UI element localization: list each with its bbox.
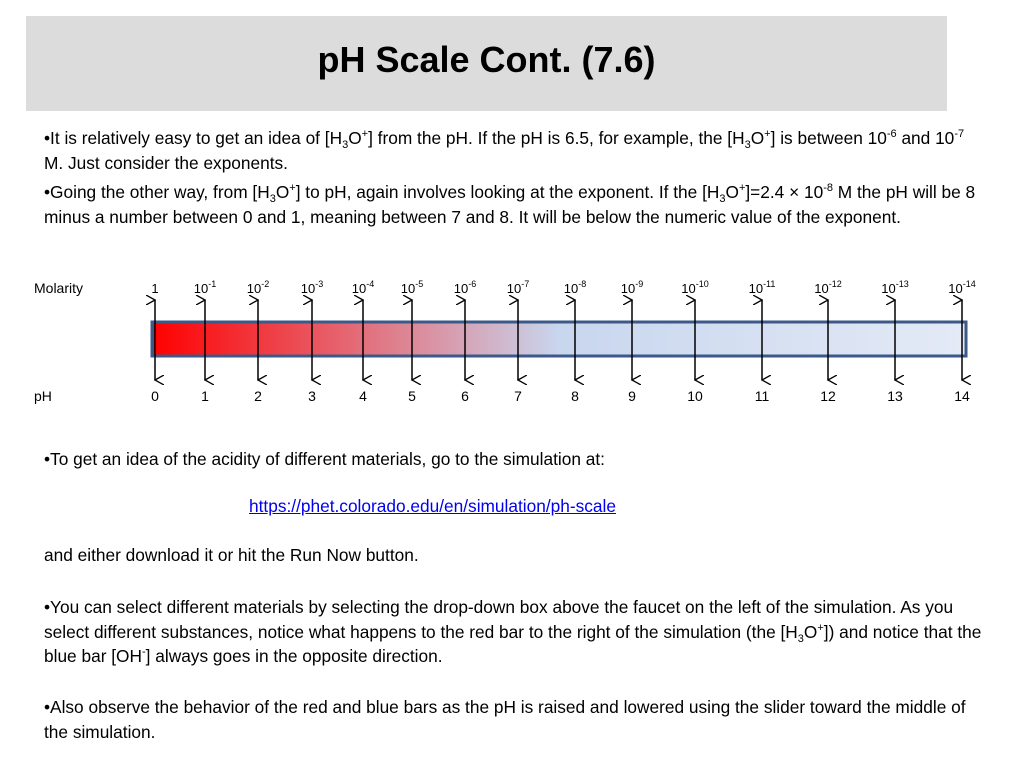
molarity-tick-label: $10^{-13}$ (881, 279, 909, 296)
ph-tick-label: 13 (887, 388, 903, 404)
ph-tick-label: 14 (954, 388, 970, 404)
molarity-tick-label: $10^{-12}$ (814, 279, 842, 296)
paragraph-1: •It is relatively easy to get an idea of $[H_3O^+]$ from the pH. If the pH is 6.5, for example, the $[H_3O^+]$ is between $10^{-6}$ and $10^{-7}$ M. Just consider the exponents. (44, 128, 965, 173)
ph-tick-label: 7 (514, 388, 522, 404)
paragraph-6: •Also observe the behavior of the red and blue bars as the pH is raised and lowered using the slider toward the middle of the simulation. (44, 697, 966, 742)
molarity-tick-label: $10^{-2}$ (246, 279, 270, 296)
paragraph-3: •To get an idea of the acidity of different materials, go to the simulation at: (44, 449, 605, 469)
ph-tick-label: 4 (359, 388, 367, 404)
molarity-label: Molarity (34, 280, 84, 296)
ph-scale-bar (0, 270, 1024, 410)
ph-tick-label: 5 (408, 388, 416, 404)
molarity-tick-label: $10^{-5}$ (400, 279, 424, 296)
molarity-tick-label: $10^{-1}$ (193, 279, 217, 296)
molarity-tick-label: $10^{-9}$ (620, 279, 644, 296)
ph-tick-label: 2 (254, 388, 262, 404)
paragraph-2: •Going the other way, from $[H_3O^+]$ to pH, again involves looking at the exponent. If the $[H_3O^+]=2.4 \times 10^{-8}$ M the pH will be 8 minus a number between 0 and 1, meaning between 7 and 8. It will be below the numeric value of the exponent. (44, 182, 976, 227)
molarity-tick-label: $10^{-8}$ (563, 279, 587, 296)
molarity-tick-label: $10^{-11}$ (748, 279, 776, 296)
ph-tick-label: 11 (754, 388, 770, 404)
gradient-bar (152, 322, 966, 356)
molarity-tick-label: $10^{-14}$ (948, 279, 976, 296)
paragraph-4: and either download it or hit the Run Now button. (44, 545, 419, 565)
molarity-tick-label: 1 (151, 281, 159, 296)
phet-link[interactable]: https://phet.colorado.edu/en/simulation/ph-scale (249, 496, 616, 516)
ph-tick-label: 3 (308, 388, 316, 404)
molarity-tick-label: $10^{-3}$ (300, 279, 324, 296)
paragraph-5: •You can select different materials by selecting the drop-down box above the faucet on the left of the simulation. As you select different substances, notice what happens to the red bar to the right of the simulation (the $[H_3O^+]$) and notice that the blue bar [OH-] always goes in the opposite direction. (44, 597, 982, 666)
ph-tick-label: 6 (461, 388, 469, 404)
molarity-tick-label: $10^{-4}$ (351, 279, 375, 296)
ph-axis-label: pH (34, 388, 52, 404)
ph-tick-label: 0 (151, 388, 159, 404)
page-title: pH Scale Cont. (7.6) (317, 39, 656, 80)
ph-tick-label: 8 (571, 388, 579, 404)
molarity-tick-label: $10^{-6}$ (453, 279, 477, 296)
molarity-tick-label: $10^{-10}$ (681, 279, 709, 296)
molarity-tick-label: $10^{-7}$ (506, 279, 530, 296)
ph-tick-label: 1 (201, 388, 209, 404)
ph-tick-label: 9 (628, 388, 636, 404)
title-bar (26, 16, 947, 111)
ph-tick-label: 10 (687, 388, 703, 404)
ph-tick-label: 12 (820, 388, 836, 404)
